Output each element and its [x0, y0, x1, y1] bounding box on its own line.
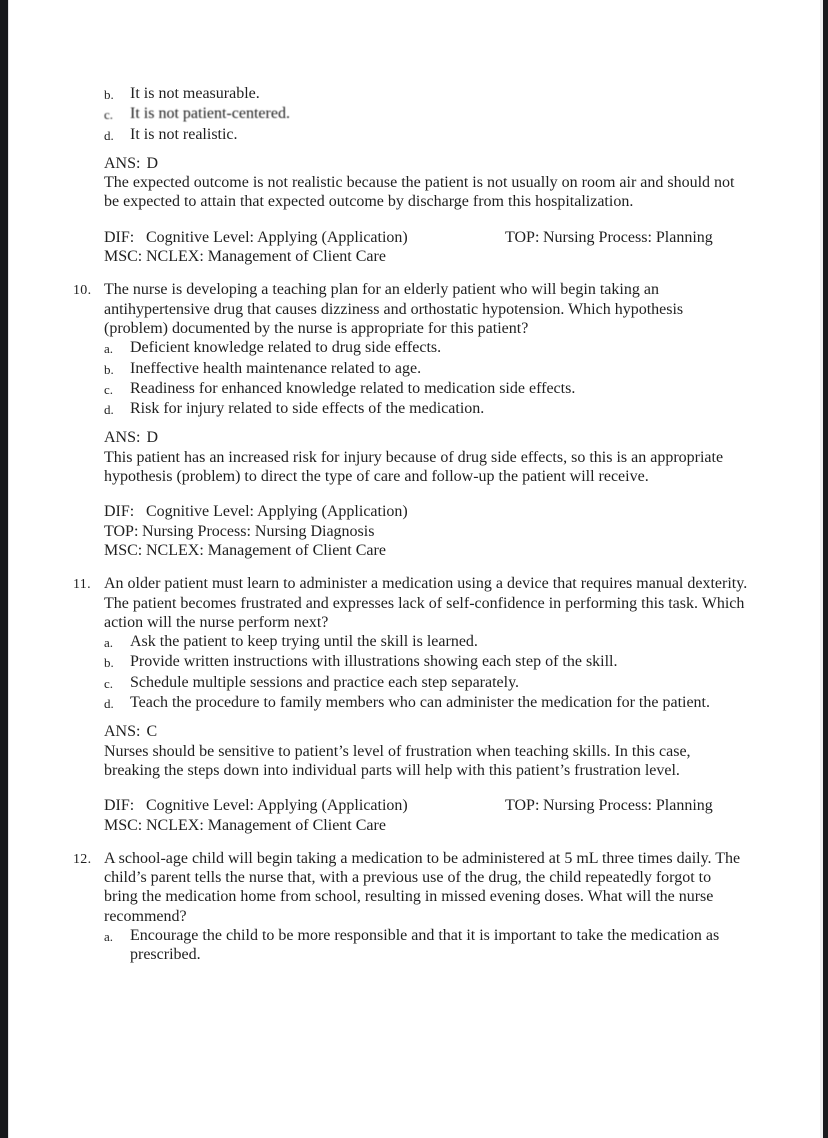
question-block-10	[73, 280, 748, 560]
dif-top-row	[104, 228, 748, 247]
option-letter: c.	[104, 381, 114, 397]
answer-block	[104, 428, 748, 486]
answer-block	[104, 154, 748, 212]
option-letter: c.	[104, 675, 114, 691]
dif-value: Cognitive Level: Applying (Application)	[146, 228, 408, 246]
msc-value: NCLEX: Management of Client Care	[146, 248, 386, 266]
answer-letter: D	[146, 154, 159, 172]
option-letter: c.	[104, 107, 114, 123]
option-text: Teach the procedure to family members who can administer the medication for the patient.	[130, 694, 710, 712]
option-row	[104, 338, 748, 358]
option-row	[104, 693, 748, 713]
option-text: Readiness for enhanced knowledge related to medication side effects.	[130, 379, 576, 397]
top-value: Nursing Process: Planning	[543, 797, 713, 815]
option-text: It is not realistic.	[130, 125, 238, 143]
question-block-11	[73, 574, 748, 835]
msc-value: NCLEX: Management of Client Care	[146, 816, 386, 834]
rationale-text: Nurses should be sensitive to patient’s level of frustration when teaching skills. In this case, breaking the steps down into individual parts will help with this patient’s frustration level.	[104, 742, 691, 779]
question-number: 10.	[73, 283, 92, 299]
option-letter: a.	[104, 341, 114, 357]
question-number: 11.	[73, 577, 91, 593]
dif-label: DIF:	[104, 228, 135, 246]
answer-block	[104, 722, 748, 780]
meta-block	[104, 796, 748, 835]
meta-block	[104, 228, 748, 267]
option-text: It is not patient-centered.	[130, 105, 290, 123]
msc-label: MSC:	[104, 541, 143, 559]
question-stem: A school-age child will begin taking a medication to be administered at 5 mL three times daily. The child’s parent tells the nurse that, with a previous use of the drug, the child repeatedly forgot to bring the medication home from school, resulting in missed evening doses. What will the nurse recommend?	[104, 849, 741, 925]
top-label: TOP:	[104, 522, 139, 540]
question-stem: The nurse is developing a teaching plan for an elderly patient who will begin taking an antihypertensive drug that causes dizziness and orthostatic hypotension. Which hypothesis (problem) documented by the nurse is appropriate for this patient?	[104, 281, 684, 337]
option-text: Schedule multiple sessions and practice each step separately.	[130, 673, 520, 691]
msc-label: MSC:	[104, 816, 143, 834]
answer-letter: D	[146, 429, 159, 447]
msc-label: MSC:	[104, 248, 143, 266]
option-row	[104, 652, 748, 672]
option-letter: b.	[104, 655, 114, 671]
option-letter: a.	[104, 928, 114, 944]
option-letter: d.	[104, 127, 114, 143]
document-page	[9, 0, 820, 1138]
option-letter: b.	[104, 87, 114, 102]
dif-value: Cognitive Level: Applying (Application)	[146, 797, 408, 815]
document-content	[73, 0, 748, 965]
answer-line	[104, 428, 748, 447]
option-row	[104, 379, 748, 399]
option-row	[104, 84, 748, 104]
question-block-12	[73, 849, 748, 965]
options-list	[104, 84, 748, 145]
answer-line	[104, 154, 748, 173]
meta-block	[104, 502, 748, 560]
answer-label: ANS:	[104, 429, 141, 447]
top-group	[505, 796, 713, 815]
option-letter: a.	[104, 635, 114, 651]
msc-row	[104, 247, 748, 266]
option-row	[104, 399, 748, 419]
option-text: Ineffective health maintenance related to age.	[130, 359, 422, 377]
question-block-9	[104, 84, 748, 266]
answer-line	[104, 722, 748, 741]
answer-label: ANS:	[104, 723, 141, 741]
answer-letter: C	[146, 723, 158, 741]
viewer-left-edge	[0, 0, 9, 1138]
dif-label: DIF:	[104, 503, 135, 521]
option-text: It is not measurable.	[130, 85, 260, 102]
msc-row	[104, 541, 748, 560]
dif-top-row	[104, 796, 748, 815]
top-label: TOP:	[505, 797, 540, 815]
option-text: Provide written instructions with illustrations showing each step of the skill.	[130, 653, 618, 671]
option-text: Encourage the child to be more responsible and that it is important to take the medication as prescribed.	[130, 926, 720, 964]
option-row	[104, 632, 748, 652]
top-value: Nursing Process: Planning	[543, 228, 713, 246]
top-value: Nursing Process: Nursing Diagnosis	[142, 522, 375, 540]
dif-value: Cognitive Level: Applying (Application)	[146, 503, 408, 521]
option-row	[104, 359, 748, 379]
top-row	[104, 522, 748, 541]
dif-label: DIF:	[104, 797, 135, 815]
option-row	[104, 125, 748, 145]
rationale-text: The expected outcome is not realistic because the patient is not usually on room air and should not be expected to attain that expected outcome by discharge from this hospitalization.	[104, 174, 735, 211]
rationale-text: This patient has an increased risk for injury because of drug side effects, so this is an appropriate hypothesis (problem) to direct the type of care and follow-up the patient will receive.	[104, 448, 724, 486]
question-number: 12.	[73, 851, 92, 867]
option-row	[104, 926, 748, 965]
answer-label: ANS:	[104, 154, 141, 172]
option-letter: d.	[104, 402, 114, 418]
top-label: TOP:	[505, 228, 540, 246]
option-row	[104, 104, 748, 124]
option-letter: d.	[104, 696, 114, 712]
option-text: Deficient knowledge related to drug side effects.	[130, 339, 442, 357]
viewer-right-edge	[820, 0, 828, 1138]
question-stem: An older patient must learn to administer a medication using a device that requires manual dexterity. The patient becomes frustrated and expresses lack of self-confidence in performing this task. Which action will the nurse perform next?	[104, 575, 748, 631]
dif-row	[104, 502, 748, 521]
msc-row	[104, 816, 748, 835]
option-text: Risk for injury related to side effects of the medication.	[130, 400, 485, 418]
top-group	[505, 228, 713, 247]
option-letter: b.	[104, 361, 114, 377]
options-list	[104, 926, 748, 965]
msc-value: NCLEX: Management of Client Care	[146, 541, 386, 559]
option-text: Ask the patient to keep trying until the skill is learned.	[130, 633, 478, 651]
option-row	[104, 673, 748, 693]
options-list	[104, 632, 748, 713]
options-list	[104, 338, 748, 419]
